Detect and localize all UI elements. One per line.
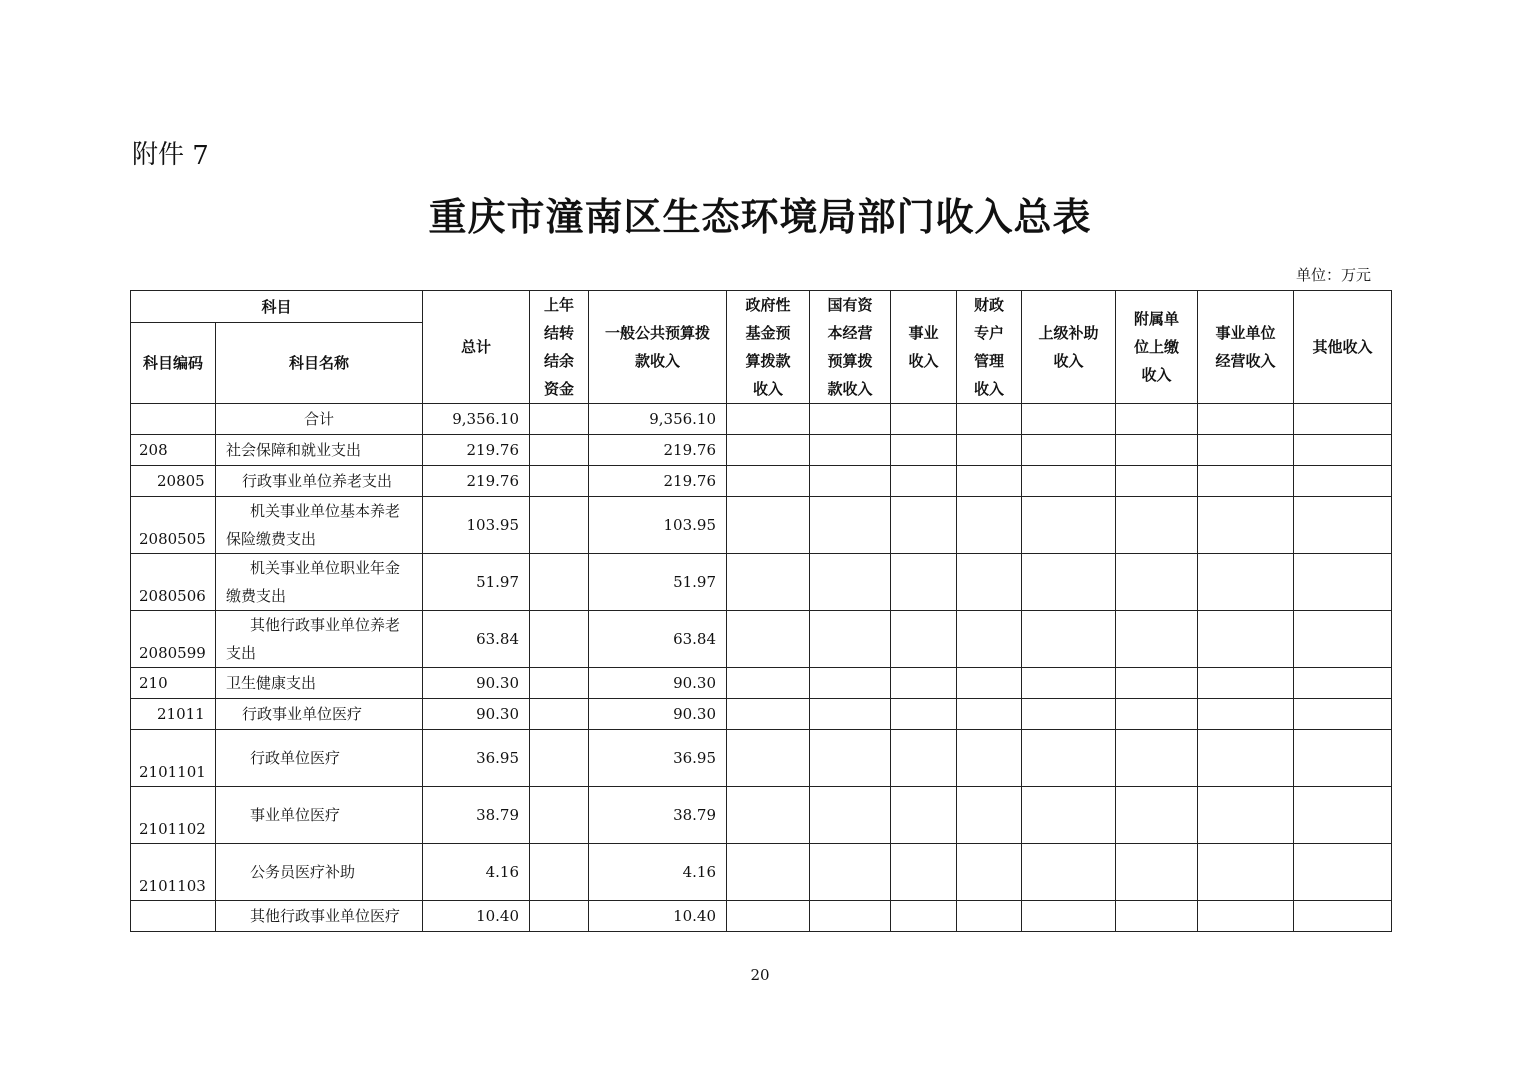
row-general: 51.97 [589, 554, 727, 611]
row-name: 公务员医疗补助 [216, 844, 423, 901]
empty-cell [1116, 435, 1198, 466]
header-fiscal-l1: 财政 [974, 296, 1005, 314]
empty-cell [1294, 554, 1392, 611]
empty-cell [727, 497, 810, 554]
empty-cell [727, 435, 810, 466]
table-row [131, 466, 1392, 497]
table-row [131, 901, 1392, 932]
row-name-line2: 保险缴费支出 [226, 530, 317, 548]
empty-cell [1022, 435, 1116, 466]
row-general: 38.79 [589, 787, 727, 844]
empty-cell [957, 497, 1022, 554]
table-row [131, 611, 1392, 668]
empty-cell [891, 466, 957, 497]
empty-cell [530, 497, 589, 554]
header-business-l1: 事业 [908, 324, 939, 342]
empty-cell [1294, 611, 1392, 668]
empty-cell [530, 404, 589, 435]
row-total: 219.76 [423, 435, 530, 466]
empty-cell [1022, 844, 1116, 901]
empty-cell [727, 668, 810, 699]
row-general: 10.40 [589, 901, 727, 932]
table-row [131, 668, 1392, 699]
header-fiscal-special [957, 291, 1022, 404]
empty-cell [957, 787, 1022, 844]
empty-cell [530, 787, 589, 844]
empty-cell [957, 668, 1022, 699]
empty-cell [810, 787, 891, 844]
row-name-line2: 支出 [226, 644, 257, 662]
empty-cell [727, 699, 810, 730]
row-name-line1: 机关事业单位职业年金 [250, 559, 401, 577]
empty-cell [530, 699, 589, 730]
empty-cell [891, 844, 957, 901]
row-name-line2: 缴费支出 [226, 587, 287, 605]
header-row-1 [131, 291, 1392, 323]
attachment-number: 7 [192, 140, 209, 171]
header-operating-l2: 经营收入 [1215, 352, 1276, 370]
empty-cell [1198, 554, 1294, 611]
empty-cell [1022, 466, 1116, 497]
empty-cell [810, 554, 891, 611]
header-carryover-l2: 结转 [544, 324, 575, 342]
empty-cell [891, 554, 957, 611]
empty-cell [1198, 404, 1294, 435]
empty-cell [1294, 668, 1392, 699]
empty-cell [727, 844, 810, 901]
empty-cell [810, 844, 891, 901]
row-name: 社会保障和就业支出 [216, 435, 423, 466]
header-general-l1: 一般公共预算拨 [605, 324, 711, 342]
row-name-line1: 其他行政事业单位养老 [250, 616, 401, 634]
row-code [131, 901, 216, 932]
empty-cell [957, 554, 1022, 611]
table-row [131, 497, 1392, 554]
row-name: 行政事业单位医疗 [216, 699, 423, 730]
row-code: 2080599 [131, 611, 216, 668]
document-title: 重庆市潼南区生态环境局部门收入总表 [428, 194, 1092, 239]
row-code: 20805 [131, 466, 216, 497]
empty-cell [1022, 668, 1116, 699]
header-gov-fund [727, 291, 810, 404]
row-code: 208 [131, 435, 216, 466]
row-code: 2080505 [131, 497, 216, 554]
header-general-budget [589, 291, 727, 404]
empty-cell [1116, 844, 1198, 901]
empty-cell [1294, 699, 1392, 730]
empty-cell [1294, 730, 1392, 787]
row-name: 合计 [216, 404, 423, 435]
attachment-label [132, 134, 219, 171]
empty-cell [957, 466, 1022, 497]
empty-cell [810, 497, 891, 554]
empty-cell [1198, 435, 1294, 466]
empty-cell [1116, 404, 1198, 435]
empty-cell [1022, 611, 1116, 668]
row-general: 4.16 [589, 844, 727, 901]
row-name-line1: 机关事业单位基本养老 [250, 502, 401, 520]
header-total: 总计 [423, 291, 530, 404]
empty-cell [957, 901, 1022, 932]
empty-cell [891, 699, 957, 730]
row-general: 103.95 [589, 497, 727, 554]
empty-cell [891, 668, 957, 699]
empty-cell [957, 404, 1022, 435]
empty-cell [810, 699, 891, 730]
row-code: 2101103 [131, 844, 216, 901]
attachment-text: 附件 [132, 140, 185, 170]
empty-cell [1116, 730, 1198, 787]
empty-cell [1198, 611, 1294, 668]
row-code: 2080506 [131, 554, 216, 611]
row-general: 219.76 [589, 466, 727, 497]
empty-cell [530, 730, 589, 787]
empty-cell [957, 844, 1022, 901]
header-affiliated [1116, 291, 1198, 404]
row-total: 219.76 [423, 466, 530, 497]
empty-cell [1116, 901, 1198, 932]
row-total: 51.97 [423, 554, 530, 611]
empty-cell [957, 435, 1022, 466]
empty-cell [530, 466, 589, 497]
row-total: 36.95 [423, 730, 530, 787]
empty-cell [1022, 497, 1116, 554]
header-affiliated-l3: 收入 [1141, 366, 1172, 384]
empty-cell [727, 554, 810, 611]
header-fiscal-l3: 管理 [974, 352, 1005, 370]
header-superior-subsidy [1022, 291, 1116, 404]
header-state-l2: 本经营 [827, 324, 873, 342]
header-code: 科目编码 [131, 323, 216, 404]
header-govfund-l3: 算拨款 [745, 352, 791, 370]
header-carryover [530, 291, 589, 404]
empty-cell [891, 497, 957, 554]
header-fiscal-l2: 专户 [974, 324, 1005, 342]
empty-cell [1116, 611, 1198, 668]
row-code [131, 404, 216, 435]
row-name: 事业单位医疗 [216, 787, 423, 844]
row-general: 9,356.10 [589, 404, 727, 435]
row-name: 卫生健康支出 [216, 668, 423, 699]
header-affiliated-l1: 附属单 [1134, 310, 1180, 328]
empty-cell [1294, 901, 1392, 932]
empty-cell [530, 668, 589, 699]
empty-cell [1022, 554, 1116, 611]
row-general: 36.95 [589, 730, 727, 787]
empty-cell [891, 435, 957, 466]
empty-cell [1198, 844, 1294, 901]
header-affiliated-l2: 位上缴 [1134, 338, 1180, 356]
empty-cell [530, 611, 589, 668]
empty-cell [727, 730, 810, 787]
table-row [131, 730, 1392, 787]
table-row [131, 844, 1392, 901]
page-number: 20 [750, 966, 770, 984]
header-business [891, 291, 957, 404]
header-general-l2: 款收入 [635, 352, 681, 370]
empty-cell [1294, 404, 1392, 435]
row-general: 90.30 [589, 668, 727, 699]
empty-cell [1022, 730, 1116, 787]
row-total: 9,356.10 [423, 404, 530, 435]
empty-cell [810, 611, 891, 668]
empty-cell [1294, 787, 1392, 844]
empty-cell [1294, 466, 1392, 497]
empty-cell [810, 404, 891, 435]
empty-cell [810, 730, 891, 787]
row-code: 2101102 [131, 787, 216, 844]
empty-cell [891, 404, 957, 435]
empty-cell [1198, 668, 1294, 699]
table-row [131, 435, 1392, 466]
row-total: 90.30 [423, 699, 530, 730]
header-fiscal-l4: 收入 [974, 380, 1005, 398]
empty-cell [891, 901, 957, 932]
empty-cell [1198, 466, 1294, 497]
table-row [131, 404, 1392, 435]
empty-cell [957, 611, 1022, 668]
header-govfund-l2: 基金预 [745, 324, 791, 342]
row-code: 2101101 [131, 730, 216, 787]
row-total: 4.16 [423, 844, 530, 901]
empty-cell [1116, 699, 1198, 730]
empty-cell [1022, 699, 1116, 730]
empty-cell [810, 901, 891, 932]
row-total: 10.40 [423, 901, 530, 932]
empty-cell [891, 787, 957, 844]
row-general: 90.30 [589, 699, 727, 730]
unit-label: 单位：万元 [1296, 266, 1372, 284]
row-code: 210 [131, 668, 216, 699]
empty-cell [1198, 699, 1294, 730]
empty-cell [1294, 435, 1392, 466]
row-name: 行政单位医疗 [216, 730, 423, 787]
header-superior-l1: 上级补助 [1038, 324, 1099, 342]
empty-cell [1022, 901, 1116, 932]
empty-cell [1294, 844, 1392, 901]
empty-cell [1022, 404, 1116, 435]
empty-cell [1198, 497, 1294, 554]
row-total: 90.30 [423, 668, 530, 699]
row-total: 63.84 [423, 611, 530, 668]
row-total: 38.79 [423, 787, 530, 844]
header-operating [1198, 291, 1294, 404]
income-table [130, 290, 1392, 932]
empty-cell [891, 730, 957, 787]
empty-cell [1116, 554, 1198, 611]
header-state-l3: 预算拨 [827, 352, 873, 370]
empty-cell [530, 844, 589, 901]
header-govfund-l4: 收入 [753, 380, 784, 398]
row-name: 其他行政事业单位医疗 [216, 901, 423, 932]
empty-cell [810, 435, 891, 466]
empty-cell [810, 466, 891, 497]
empty-cell [1116, 787, 1198, 844]
header-carryover-l3: 结余 [544, 352, 575, 370]
empty-cell [957, 699, 1022, 730]
header-carryover-l1: 上年 [544, 296, 575, 314]
header-carryover-l4: 资金 [544, 380, 575, 398]
empty-cell [530, 901, 589, 932]
empty-cell [891, 611, 957, 668]
empty-cell [727, 404, 810, 435]
empty-cell [1294, 497, 1392, 554]
row-name [216, 497, 423, 554]
empty-cell [1198, 730, 1294, 787]
empty-cell [530, 554, 589, 611]
empty-cell [1116, 497, 1198, 554]
row-name [216, 611, 423, 668]
table-row [131, 554, 1392, 611]
header-state-capital [810, 291, 891, 404]
header-name: 科目名称 [216, 323, 423, 404]
empty-cell [1116, 668, 1198, 699]
header-subject: 科目 [131, 291, 423, 323]
header-business-l2: 收入 [908, 352, 939, 370]
row-code: 21011 [131, 699, 216, 730]
header-state-l1: 国有资 [827, 296, 873, 314]
empty-cell [1022, 787, 1116, 844]
row-name [216, 554, 423, 611]
empty-cell [1198, 901, 1294, 932]
row-name: 行政事业单位养老支出 [216, 466, 423, 497]
empty-cell [530, 435, 589, 466]
header-operating-l1: 事业单位 [1215, 324, 1276, 342]
header-state-l4: 款收入 [827, 380, 873, 398]
header-superior-l2: 收入 [1053, 352, 1084, 370]
table-row [131, 699, 1392, 730]
table-row [131, 787, 1392, 844]
empty-cell [810, 668, 891, 699]
empty-cell [957, 730, 1022, 787]
header-other: 其他收入 [1294, 291, 1392, 404]
empty-cell [1116, 466, 1198, 497]
header-govfund-l1: 政府性 [745, 296, 791, 314]
empty-cell [727, 466, 810, 497]
row-general: 219.76 [589, 435, 727, 466]
row-general: 63.84 [589, 611, 727, 668]
empty-cell [727, 611, 810, 668]
row-total: 103.95 [423, 497, 530, 554]
empty-cell [727, 787, 810, 844]
empty-cell [1198, 787, 1294, 844]
empty-cell [727, 901, 810, 932]
